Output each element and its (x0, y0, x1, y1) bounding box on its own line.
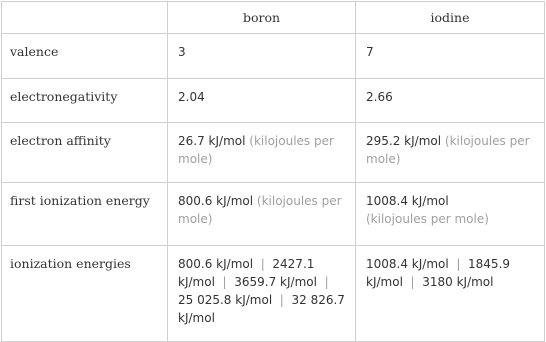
value: 800.6 kJ/mol (178, 194, 254, 208)
value: 295.2 kJ/mol (366, 134, 442, 148)
cell-iodine-first-ionization (356, 183, 545, 246)
separator: | (410, 275, 415, 289)
element-comparison-table (1, 1, 545, 342)
value: 26.7 kJ/mol (178, 134, 246, 148)
value: 7 (366, 45, 374, 59)
value: 800.6 kJ/mol (178, 257, 254, 271)
header-corner (2, 2, 168, 34)
separator: | (456, 257, 461, 271)
cell-iodine-valence (356, 34, 545, 79)
unit-note: (kilojoules per mole) (366, 134, 530, 166)
table-row (2, 183, 545, 246)
value: 3659.7 kJ/mol (234, 275, 317, 289)
value: 25 025.8 kJ/mol (178, 293, 273, 307)
table-row (2, 123, 545, 183)
cell-boron-valence (168, 34, 356, 79)
row-label-electronegativity: electronegativity (2, 79, 168, 123)
table-row (2, 79, 545, 123)
cell-iodine-electron-affinity (356, 123, 545, 183)
row-label-valence: valence (2, 34, 168, 79)
value: 32 826.7 kJ/mol (178, 293, 345, 325)
value: 1845.9 kJ/mol (366, 257, 511, 289)
table-row (2, 246, 545, 342)
unit-note: (kilojoules per mole) (178, 134, 334, 166)
row-label-ionization-energies: ionization energies (2, 246, 168, 342)
header-iodine: iodine (356, 2, 545, 34)
header-row (2, 2, 545, 34)
table-row (2, 34, 545, 79)
cell-boron-ionization-energies (168, 246, 356, 342)
separator: | (324, 275, 329, 289)
value: 3 (178, 45, 186, 59)
value: 2.04 (178, 90, 205, 104)
value: 1008.4 kJ/mol (366, 194, 449, 208)
value: 2427.1 kJ/mol (178, 257, 315, 289)
cell-iodine-electronegativity (356, 79, 545, 123)
value: 1008.4 kJ/mol (366, 257, 449, 271)
cell-iodine-ionization-energies (356, 246, 545, 342)
value: 3180 kJ/mol (422, 275, 494, 289)
separator: | (279, 293, 284, 307)
row-label-electron-affinity: electron affinity (2, 123, 168, 183)
unit-note: (kilojoules per mole) (178, 194, 342, 226)
cell-boron-first-ionization (168, 183, 356, 246)
row-label-first-ionization-energy: first ionization energy (2, 183, 168, 246)
separator: | (222, 275, 227, 289)
cell-boron-electron-affinity (168, 123, 356, 183)
cell-boron-electronegativity (168, 79, 356, 123)
value: 2.66 (366, 90, 393, 104)
header-boron: boron (168, 2, 356, 34)
separator: | (260, 257, 265, 271)
unit-note: (kilojoules per mole) (366, 212, 489, 226)
